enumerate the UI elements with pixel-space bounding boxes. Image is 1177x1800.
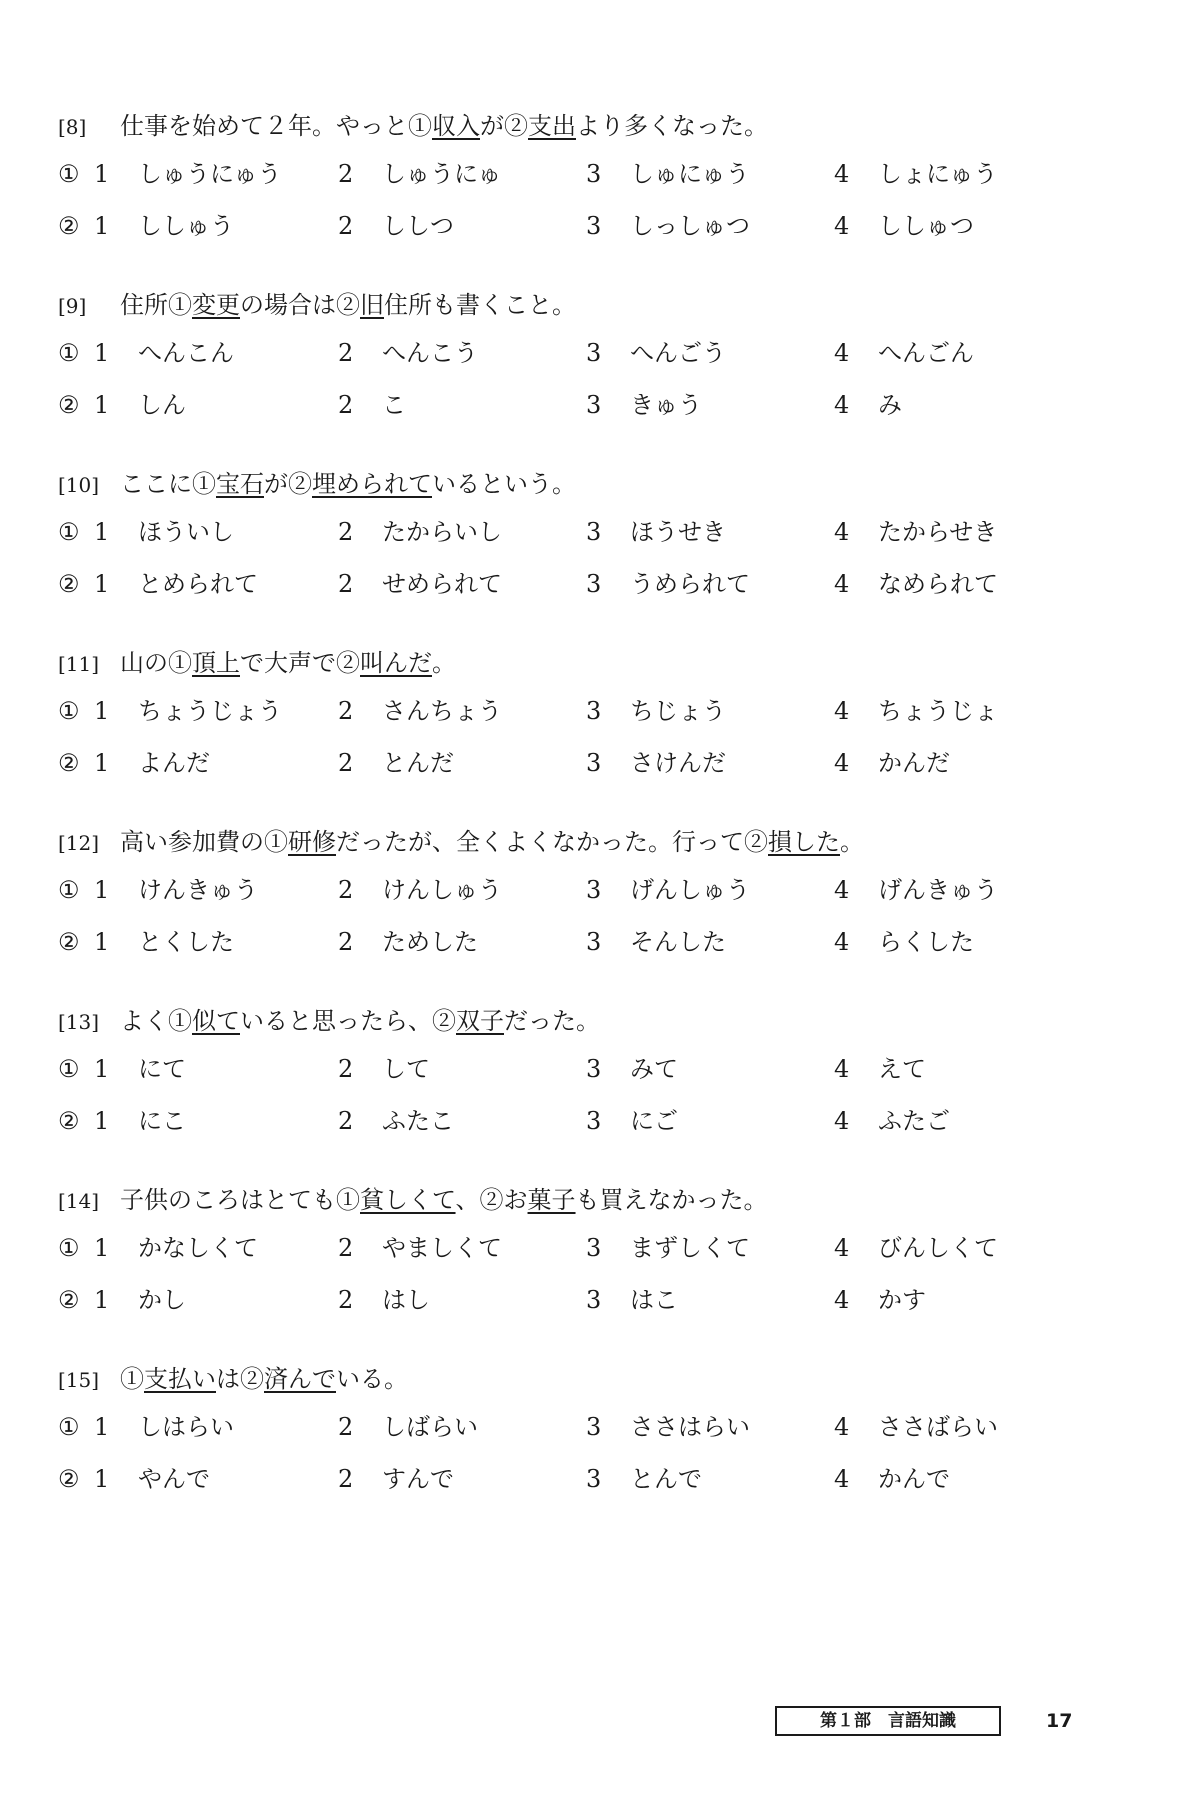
choice-option-4: 4 げんきゅう <box>834 876 998 904</box>
choice-option-3: 3 とんで <box>586 1465 702 1493</box>
choice-option-2: 2 はし <box>338 1286 430 1314</box>
question-number: [9] <box>58 294 87 318</box>
choice-option-4: 4 えて <box>834 1055 926 1083</box>
row-marker: ② <box>58 212 80 240</box>
row-marker: ② <box>58 1107 80 1135</box>
choice-option-1: 1 けんきゅう <box>94 876 258 904</box>
question-stem <box>58 999 1118 1043</box>
choice-row-1 <box>58 864 1118 916</box>
question-15 <box>58 1357 1118 1505</box>
stem-text: よく① <box>120 1007 192 1035</box>
underlined-word: 似て <box>192 1007 240 1035</box>
choice-option-2: 2 しゅうにゅ <box>338 160 502 188</box>
row-marker: ① <box>58 697 80 725</box>
choice-option-2: 2 やましくて <box>338 1234 502 1262</box>
underlined-word: 済んで <box>264 1365 336 1393</box>
question-number: [13] <box>58 1010 100 1034</box>
row-marker: ② <box>58 570 80 598</box>
choice-row-1 <box>58 327 1118 379</box>
underlined-word: 宝石 <box>216 470 264 498</box>
underlined-word: 頂上 <box>192 649 240 677</box>
question-10 <box>58 462 1118 610</box>
underlined-word: 研修 <box>288 828 336 856</box>
stem-text: も買えなかった。 <box>575 1186 768 1214</box>
choice-option-2: 2 すんで <box>338 1465 454 1493</box>
stem-text: だった。 <box>504 1007 600 1035</box>
choice-option-4: 4 なめられて <box>834 570 998 598</box>
choice-option-3: 3 きゅう <box>586 391 702 419</box>
choice-option-4: 4 びんしくて <box>834 1234 998 1262</box>
question-14 <box>58 1178 1118 1326</box>
choice-option-4: 4 ふたご <box>834 1107 950 1135</box>
underlined-word: 損した <box>768 828 840 856</box>
choice-option-2: 2 せめられて <box>338 570 502 598</box>
underlined-word: 双子 <box>456 1007 504 1035</box>
row-marker: ① <box>58 1413 80 1441</box>
underlined-word: 菓子 <box>527 1186 576 1214</box>
underlined-word: 支出 <box>528 112 576 140</box>
choice-option-3: 3 ほうせき <box>586 518 726 546</box>
choice-option-1: 1 かなしくて <box>94 1234 258 1262</box>
choice-option-4: 4 らくした <box>834 928 974 956</box>
question-12 <box>58 820 1118 968</box>
underlined-word: 支払い <box>144 1365 216 1393</box>
choice-option-1: 1 ちょうじょう <box>94 697 282 725</box>
choice-row-2 <box>58 737 1118 789</box>
choice-option-2: 2 けんしゅう <box>338 876 502 904</box>
choice-row-2 <box>58 1095 1118 1147</box>
question-number: [12] <box>58 831 100 855</box>
choice-option-3: 3 にご <box>586 1107 678 1135</box>
choice-option-1: 1 しゅうにゅう <box>94 160 282 188</box>
choice-option-2: 2 ししつ <box>338 212 454 240</box>
choice-row-2 <box>58 379 1118 431</box>
stem-text: が② <box>264 470 312 498</box>
stem-text: より多くなった。 <box>576 112 768 140</box>
choice-option-3: 3 しゅにゅう <box>586 160 750 188</box>
choice-option-3: 3 そんした <box>586 928 726 956</box>
choice-row-1 <box>58 685 1118 737</box>
stem-text: 仕事を始めて２年。やっと① <box>120 112 432 140</box>
question-stem <box>58 1178 1118 1222</box>
stem-text: で大声で② <box>240 649 360 677</box>
choice-option-1: 1 とめられて <box>94 570 258 598</box>
choice-option-4: 4 み <box>834 391 902 419</box>
choice-option-1: 1 しん <box>94 391 186 419</box>
choice-option-3: 3 はこ <box>586 1286 678 1314</box>
stem-text: 、②お <box>455 1186 528 1214</box>
choice-option-4: 4 ささばらい <box>834 1413 998 1441</box>
question-8 <box>58 104 1118 252</box>
choice-row-1 <box>58 1401 1118 1453</box>
question-stem <box>58 104 1118 148</box>
choice-option-3: 3 さけんだ <box>586 749 726 777</box>
choice-option-4: 4 ちょうじょ <box>834 697 998 725</box>
choice-option-1: 1 にて <box>94 1055 186 1083</box>
section-label: 第１部 言語知識 <box>775 1706 1001 1736</box>
choice-option-3: 3 うめられて <box>586 570 750 598</box>
choice-option-3: 3 へんごう <box>586 339 726 367</box>
choice-option-1: 1 しはらい <box>94 1413 234 1441</box>
choice-option-2: 2 ためした <box>338 928 478 956</box>
row-marker: ① <box>58 876 80 904</box>
stem-text: いると思ったら、② <box>240 1007 456 1035</box>
question-number: [14] <box>58 1189 100 1213</box>
choice-option-2: 2 ふたこ <box>338 1107 454 1135</box>
stem-text: は② <box>216 1365 264 1393</box>
choice-option-3: 3 みて <box>586 1055 678 1083</box>
stem-text: 住所も書くこと。 <box>384 291 576 319</box>
stem-text: 子供のころはとても① <box>120 1186 360 1214</box>
choice-option-4: 4 へんごん <box>834 339 974 367</box>
choice-option-4: 4 かす <box>834 1286 926 1314</box>
choice-option-2: 2 さんちょう <box>338 697 502 725</box>
choice-option-1: 1 ほういし <box>94 518 234 546</box>
question-stem <box>58 283 1118 327</box>
choice-option-2: 2 して <box>338 1055 430 1083</box>
choice-row-1 <box>58 1222 1118 1274</box>
question-11 <box>58 641 1118 789</box>
row-marker: ② <box>58 928 80 956</box>
row-marker: ② <box>58 1286 80 1314</box>
choice-option-2: 2 とんだ <box>338 749 454 777</box>
stem-text: だったが、全くよくなかった。行って② <box>336 828 768 856</box>
question-number: [11] <box>58 652 100 676</box>
choice-option-4: 4 しょにゅう <box>834 160 998 188</box>
stem-text: いるという。 <box>432 470 576 498</box>
choice-row-1 <box>58 1043 1118 1095</box>
row-marker: ① <box>58 518 80 546</box>
choice-option-1: 1 かし <box>94 1286 186 1314</box>
row-marker: ① <box>58 160 80 188</box>
choice-option-1: 1 にこ <box>94 1107 186 1135</box>
question-stem <box>58 641 1118 685</box>
choice-row-2 <box>58 1453 1118 1505</box>
row-marker: ① <box>58 1055 80 1083</box>
question-number: [15] <box>58 1368 100 1392</box>
stem-text: 高い参加費の① <box>120 828 288 856</box>
row-marker: ② <box>58 1465 80 1493</box>
choice-option-4: 4 かんで <box>834 1465 950 1493</box>
row-marker: ① <box>58 339 80 367</box>
underlined-word: 変更 <box>192 291 240 319</box>
stem-text: 住所① <box>120 291 192 319</box>
question-number: [10] <box>58 473 100 497</box>
choice-option-1: 1 へんこん <box>94 339 234 367</box>
choice-option-1: 1 ししゅう <box>94 212 234 240</box>
stem-text: ここに① <box>120 470 216 498</box>
choice-option-1: 1 とくした <box>94 928 234 956</box>
choice-option-2: 2 たからいし <box>338 518 502 546</box>
choice-option-3: 3 しっしゅつ <box>586 212 750 240</box>
choice-option-4: 4 たからせき <box>834 518 998 546</box>
row-marker: ② <box>58 391 80 419</box>
choice-option-4: 4 かんだ <box>834 749 950 777</box>
choice-row-2 <box>58 916 1118 968</box>
stem-text: が② <box>480 112 528 140</box>
choice-option-3: 3 ちじょう <box>586 697 726 725</box>
stem-text: 山の① <box>120 649 192 677</box>
choice-option-3: 3 ささはらい <box>586 1413 750 1441</box>
choice-row-1 <box>58 506 1118 558</box>
choice-row-2 <box>58 200 1118 252</box>
underlined-word: 旧 <box>360 291 384 319</box>
choice-option-3: 3 げんしゅう <box>586 876 750 904</box>
choice-option-1: 1 よんだ <box>94 749 210 777</box>
question-9 <box>58 283 1118 431</box>
choice-row-1 <box>58 148 1118 200</box>
choice-row-2 <box>58 1274 1118 1326</box>
stem-text: いる。 <box>336 1365 408 1393</box>
choice-option-3: 3 まずしくて <box>586 1234 750 1262</box>
row-marker: ② <box>58 749 80 777</box>
stem-text: の場合は② <box>240 291 360 319</box>
stem-text: ① <box>120 1365 144 1393</box>
underlined-word: 叫んだ <box>360 649 432 677</box>
page-number: 17 <box>1046 1710 1073 1732</box>
choice-option-2: 2 こ <box>338 391 406 419</box>
choice-option-1: 1 やんで <box>94 1465 210 1493</box>
underlined-word: 埋められて <box>312 470 432 498</box>
question-number: [8] <box>58 115 87 139</box>
question-13 <box>58 999 1118 1147</box>
underlined-word: 収入 <box>432 112 480 140</box>
underlined-word: 貧しくて <box>360 1186 456 1214</box>
question-stem <box>58 1357 1118 1401</box>
choice-row-2 <box>58 558 1118 610</box>
choice-option-2: 2 しばらい <box>338 1413 478 1441</box>
question-stem <box>58 462 1118 506</box>
question-stem <box>58 820 1118 864</box>
choice-option-2: 2 へんこう <box>338 339 478 367</box>
stem-text: 。 <box>432 649 456 677</box>
stem-text: 。 <box>840 828 864 856</box>
row-marker: ① <box>58 1234 80 1262</box>
choice-option-4: 4 ししゅつ <box>834 212 974 240</box>
